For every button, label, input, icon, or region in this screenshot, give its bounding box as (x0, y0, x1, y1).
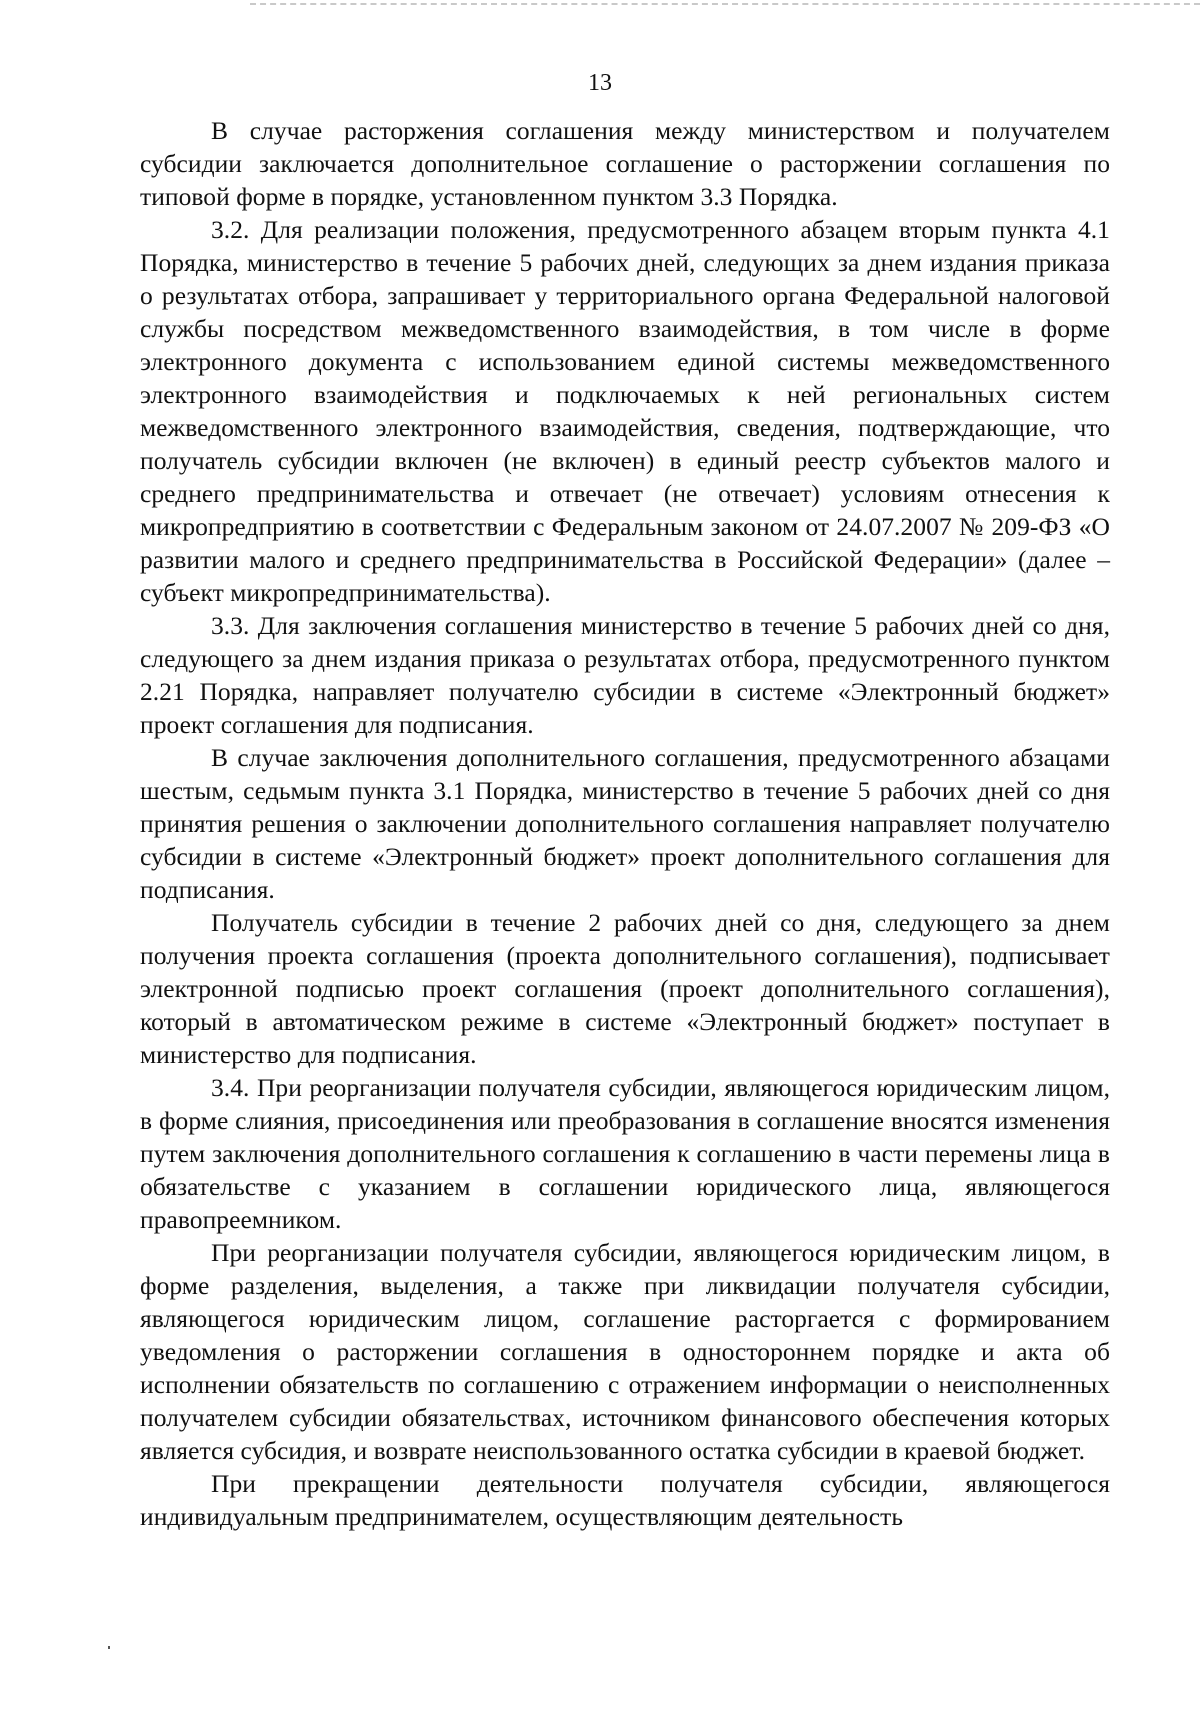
page-number: 13 (588, 70, 612, 96)
paragraph-3-3: 3.3. Для заключения соглашения министерство в течение 5 рабочих дней со дня, следующего за днем издания приказа о результатах отбора, предусмотренного пунктом 2.21 Порядка, направляет получателю субсидии в системе «Электронный бюджет» проект соглашения для подписания. (140, 611, 1110, 739)
document-body (140, 114, 1110, 1533)
paragraph-recipient-signing: Получатель субсидии в течение 2 рабочих дней со дня, следующего за днем получения проекта соглашения (проекта дополнительного соглашения), подписывает электронной подписью проект соглашения (проект дополнительного соглашения), который в автоматическом режиме в системе «Электронный бюджет» поступает в министерство для подписания. (140, 908, 1110, 1069)
paragraph-additional-agreement: В случае заключения дополнительного соглашения, предусмотренного абзацами шестым, седьмым пункта 3.1 Порядка, министерство в течение 5 рабочих дней со дня принятия решения о заключении дополнительного соглашения направляет получателю субсидии в системе «Электронный бюджет» проект дополнительного соглашения для подписания. (140, 743, 1110, 904)
paragraph-3-4: 3.4. При реорганизации получателя субсидии, являющегося юридическим лицом, в форме слияния, присоединения или преобразования в соглашение вносятся изменения путем заключения дополнительного соглашения к соглашению в части перемены лица в обязательстве с указанием в соглашении юридического лица, являющегося правопреемником. (140, 1073, 1110, 1234)
paragraph-termination-entrepreneur: При прекращении деятельности получателя субсидии, являющегося индивидуальным предпринимателем, осуществляющим деятельность (140, 1469, 1110, 1531)
scan-speck (108, 1646, 110, 1649)
paragraph-3-2: 3.2. Для реализации положения, предусмотренного абзацем вторым пункта 4.1 Порядка, министерство в течение 5 рабочих дней, следующих за днем издания приказа о результатах отбора, запрашивает у территориального органа Федеральной налоговой службы посредством межведомственного взаимодействия, в том числе в форме электронного документа с использованием единой системы межведомственного электронного взаимодействия и подключаемых к ней региональных систем межведомственного электронного взаимодействия, сведения, подтверждающие, что получатель субсидии включен (не включен) в единый реестр субъектов малого и среднего предпринимательства и отвечает (не отвечает) условиям отнесения к микропредприятию в соответствии с Федеральным законом от 24.07.2007 № 209-ФЗ «О развитии малого и среднего предпринимательства в Российской Федерации» (далее – субъект микропредпринимательства). (140, 215, 1110, 607)
paragraph-reorganization-division: При реорганизации получателя субсидии, являющегося юридическим лицом, в форме разделения, выделения, а также при ликвидации получателя субсидии, являющегося юридическим лицом, соглашение расторгается с формированием уведомления о расторжении соглашения в одностороннем порядке и акта об исполнении обязательств по соглашению с отражением информации о неисполненных получателем субсидии обязательствах, источником финансового обеспечения которых является субсидия, и возврате неиспользованного остатка субсидии в краевой бюджет. (140, 1238, 1110, 1465)
scan-edge-line (250, 3, 1200, 5)
paragraph-termination-agreement: В случае расторжения соглашения между министерством и получателем субсидии заключается дополнительное соглашение о расторжении соглашения по типовой форме в порядке, установленном пунктом 3.3 Порядка. (140, 116, 1110, 211)
